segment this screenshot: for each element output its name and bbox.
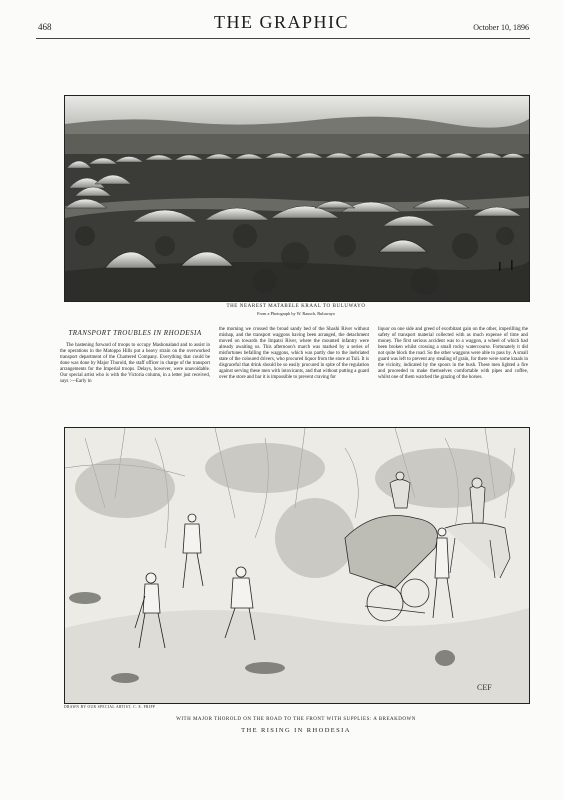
article-text-1: The hastening forward of troops to occupy Mashonaland and to assist in the operations in the Matoppo Hills put a heavy strain on the overworked transport department of the Chartered Company. Everything that could be done was done by Major Thorold, the staff officer in charge of the transport arrangements for the Imperial troops. Delays, however, were unavoidable. Our special artist who is with the Victoria column, in a letter just received, says :—Early in — [60, 343, 210, 385]
article-column-1 — [60, 327, 210, 385]
artist-credit: DRAWN BY OUR SPECIAL ARTIST, C. E. FRIPP — [64, 705, 156, 709]
article-column-3 — [378, 327, 528, 381]
breakdown-illustration — [64, 427, 530, 704]
header-rule — [36, 38, 530, 39]
photo-caption: THE NEAREST MATABELE KRAAL TO BULUWAYO — [226, 304, 366, 309]
masthead-title: THE GRAPHIC — [213, 12, 349, 32]
page-number: 468 — [38, 22, 52, 32]
article-text-2: the morning we crossed the broad sandy bed of the Shashi River without mishap, and the transport waggons having been arranged, the detachment moved on towards the Impatsi River, where the mounted infantry were already awaiting us. This afternoon's march was marked by a series of misfortunes befalling the waggons, which was partly due to the inebriated state of the coloured drivers, who procured liquor from the store at Tuli. It is disgraceful that drink should be so easily procured in spite of the regulation against serving these men with intoxicants, and that without putting a guard over the store and bar it is impossible to prevent craving for — [219, 327, 369, 381]
issue-date: October 10, 1896 — [473, 23, 529, 32]
article-heading: TRANSPORT TROUBLES IN RHODESIA — [68, 329, 202, 337]
article-text-3: liquor on one side and greed of exorbitant gain on the other, imperilling the safety of transport material collected with as much expense of time and money. The first serious accident was to a waggon, a wheel of which had been broken whilst crossing a small rocky watercourse. Fortunately it did not quite block the road. So the other waggons were able to pass by. A small guard was left to prevent any stealing of grain, for there were some kraals in the vicinity, indicated by the spoors in the bush. These men lighted a fire and proceeded to make themselves comfortable with pipes and coffee, whilst one of them watched the grazing of the horses. — [378, 327, 528, 381]
photo-credit: From a Photograph by W. Rausch, Buluwayo — [257, 311, 335, 316]
kraal-photograph — [64, 95, 530, 302]
illustration-caption: WITH MAJOR THOROLD ON THE ROAD TO THE FRONT WITH SUPPLIES: A BREAKDOWN — [176, 717, 416, 722]
article-column-2 — [219, 327, 369, 381]
artist-signature: CEF — [477, 683, 492, 692]
series-title: THE RISING IN RHODESIA — [241, 727, 351, 734]
